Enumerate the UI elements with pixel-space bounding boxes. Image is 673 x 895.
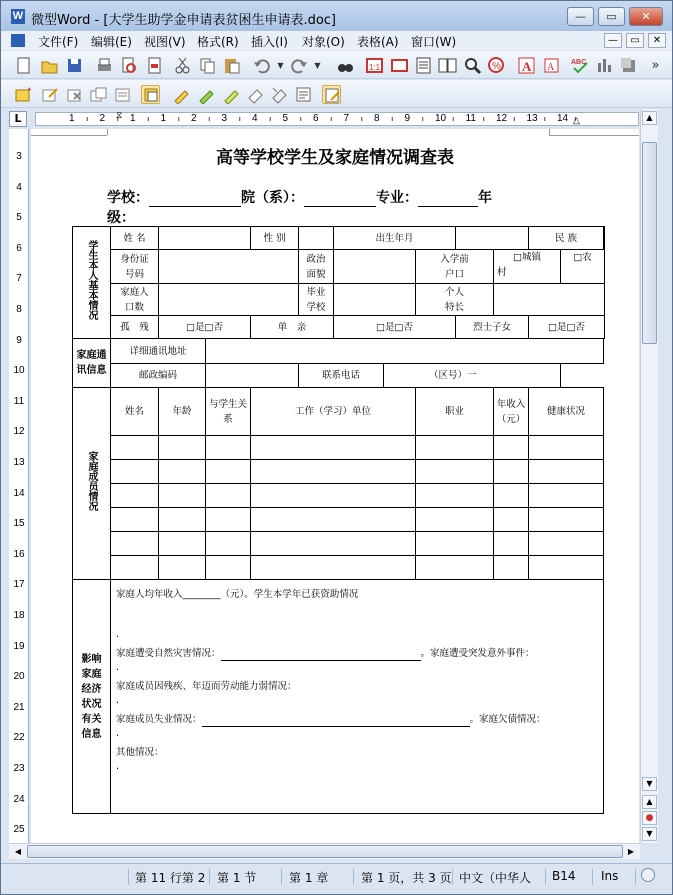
- family-member-row: [73, 508, 605, 532]
- bullet: .: [116, 728, 120, 739]
- ruler-number: 7: [343, 113, 350, 124]
- graduate-school-label: 毕业 学校: [299, 284, 334, 316]
- major-label: 专业：: [376, 190, 418, 206]
- menu-format[interactable]: 格式(R): [197, 35, 239, 49]
- hukou-rural-option[interactable]: □农: [561, 250, 605, 284]
- family-member-row: [73, 460, 605, 484]
- unemployment-line: 家庭成员失业情况： 。家庭欠债情况：: [116, 714, 546, 725]
- orphan-label: 孤 残: [111, 316, 159, 339]
- ruler-number: 7: [16, 273, 22, 285]
- status-pages: 第 1 页，共 3 页: [358, 869, 453, 885]
- redo-icon[interactable]: [290, 56, 309, 75]
- politics-value[interactable]: [334, 250, 416, 284]
- menu-table[interactable]: 表格(A): [357, 35, 399, 49]
- ruler-number: 8: [16, 304, 22, 315]
- clear-marks-icon[interactable]: [270, 85, 289, 104]
- left-indent-marker[interactable]: ⧖: [116, 110, 123, 120]
- object-select-icon[interactable]: [141, 85, 160, 104]
- right-indent-marker[interactable]: △: [573, 115, 580, 125]
- family-member-row: [73, 484, 605, 508]
- ruler-number: 15: [13, 518, 25, 530]
- ruler-number: 16: [13, 548, 25, 560]
- contact-side-label: 家庭通讯信息: [73, 339, 111, 388]
- menu-window[interactable]: 窗口(W): [411, 35, 457, 49]
- ruler-number: 13: [13, 457, 25, 468]
- col-occupation: 职业: [416, 388, 494, 436]
- ruler-number: 3: [16, 151, 22, 162]
- scroll-up-arrow-icon[interactable]: ▲: [642, 111, 657, 125]
- ruler-number: 2: [99, 113, 106, 124]
- eraser-icon[interactable]: [246, 85, 265, 104]
- mark-pen-icon[interactable]: [197, 85, 216, 104]
- ruler-number: 10: [13, 365, 25, 377]
- ethnic-label: 民 族: [529, 227, 604, 250]
- orphan-choice[interactable]: □是□否: [159, 316, 251, 339]
- insert-object-icon[interactable]: [14, 85, 33, 104]
- next-page-icon[interactable]: ▼: [642, 827, 657, 841]
- major-blank[interactable]: [418, 206, 478, 207]
- document-page[interactable]: [31, 129, 639, 843]
- status-position: 第 11 行第 2: [132, 869, 210, 885]
- menu-file[interactable]: 文件(F): [38, 35, 79, 49]
- ruler-number: 5: [16, 212, 22, 224]
- tab-stop-selector[interactable]: L: [9, 111, 27, 127]
- title-bar: [1, 1, 672, 31]
- ruler-number: 25: [13, 824, 25, 836]
- zoom-icon[interactable]: [463, 56, 482, 75]
- family-members-side-label: 家庭成员情况: [73, 388, 111, 580]
- unemployment-blank[interactable]: [202, 726, 470, 727]
- scroll-right-arrow-icon[interactable]: ▶: [627, 847, 635, 856]
- ruler-ticks: [36, 113, 638, 125]
- hukou-label: 入学前 户口: [416, 250, 494, 284]
- id-label: 身份证 号码: [111, 250, 159, 284]
- id-value[interactable]: [159, 250, 299, 284]
- economic-info-cell[interactable]: [111, 580, 604, 814]
- ruler-row: [1, 109, 672, 129]
- cut-icon[interactable]: [173, 56, 192, 75]
- contact-row-1: [73, 339, 605, 364]
- pdf-icon[interactable]: [145, 56, 164, 75]
- svg-text:A: A: [522, 59, 532, 74]
- basic-row-4: [73, 316, 605, 339]
- status-insert-mode[interactable]: Ins: [598, 869, 636, 885]
- family-count-label: 家庭人 口数: [111, 284, 159, 316]
- svg-text:ABC: ABC: [571, 59, 587, 66]
- note-icon[interactable]: [294, 85, 313, 104]
- single-parent-label: 单 亲: [251, 316, 334, 339]
- page-width-icon[interactable]: [390, 56, 409, 75]
- ruler-number: 9: [16, 334, 22, 346]
- delete-object-icon[interactable]: [65, 85, 84, 104]
- menu-edit[interactable]: 编辑(E): [91, 35, 132, 49]
- find-binoculars-icon[interactable]: [336, 56, 355, 75]
- paste-icon[interactable]: [222, 56, 241, 75]
- ruler-number: 17: [13, 579, 25, 591]
- browse-object-icon[interactable]: ●: [642, 811, 657, 825]
- doc-minimize-button[interactable]: —: [604, 33, 622, 48]
- edit-object-icon[interactable]: [40, 85, 59, 104]
- status-section: 第 1 节: [214, 869, 282, 885]
- single-parent-choice[interactable]: □是□否: [334, 316, 456, 339]
- ruler-number: 6: [16, 242, 22, 254]
- contact-row-2: [73, 364, 605, 388]
- horizontal-scrollbar[interactable]: [9, 843, 640, 859]
- dept-label: 院（系）：: [241, 190, 304, 206]
- ruler-number: 21: [13, 701, 25, 713]
- vertical-ruler[interactable]: [9, 129, 29, 843]
- ruler-number: 2: [191, 113, 197, 124]
- drawing-toolbar: [1, 80, 672, 108]
- postcode-label: 邮政编码: [111, 364, 206, 388]
- status-blank: [15, 869, 129, 885]
- survey-form-table: [72, 226, 605, 814]
- ruler-number: 19: [13, 640, 25, 652]
- ruler-number: 1: [130, 113, 136, 124]
- martyr-label: 烈士子女: [456, 316, 529, 339]
- birth-label: 出生年月: [334, 227, 456, 250]
- copy-object-icon[interactable]: [89, 85, 108, 104]
- app-icon[interactable]: W: [12, 10, 24, 22]
- ruler-number: 4: [252, 113, 258, 124]
- open-folder-icon[interactable]: [40, 56, 59, 75]
- ruler-number: 14: [13, 487, 25, 499]
- scroll-down-arrow-icon[interactable]: ▼: [642, 777, 657, 791]
- phone-label: 联系电话: [299, 364, 384, 388]
- gender-label: 性 别: [251, 227, 299, 250]
- gender-value[interactable]: [299, 227, 334, 250]
- family-header-row: [73, 388, 605, 436]
- new-document-icon[interactable]: [14, 56, 33, 75]
- postcode-value[interactable]: [206, 364, 299, 388]
- ruler-number: 5: [282, 113, 289, 124]
- status-indicator-icon[interactable]: [641, 868, 655, 882]
- basic-info-side-label: 学生本人基本情况: [73, 227, 111, 339]
- font-color-icon[interactable]: [517, 56, 536, 75]
- col-name: 姓名: [111, 388, 159, 436]
- previous-page-icon[interactable]: ▲: [642, 795, 657, 809]
- school-label: 学校：: [107, 190, 149, 206]
- scroll-left-arrow-icon[interactable]: ◀: [14, 847, 22, 856]
- basic-row-3: [73, 284, 605, 316]
- ruler-number: 20: [13, 671, 25, 683]
- grade-line: [107, 207, 291, 227]
- menu-object[interactable]: 对象(O): [302, 35, 345, 49]
- bullet: .: [116, 629, 120, 640]
- col-health: 健康状况: [529, 388, 604, 436]
- grade-label: 级：: [107, 210, 135, 226]
- horizontal-scroll-thumb[interactable]: [27, 845, 623, 858]
- margin-mark: [549, 135, 639, 136]
- family-member-row: [73, 436, 605, 460]
- ruler-number: 1: [69, 113, 75, 124]
- school-line: [107, 187, 492, 207]
- menu-bar: [1, 31, 672, 50]
- undo-dropdown-icon[interactable]: ▼: [277, 61, 284, 70]
- ruler-number: 12: [13, 426, 25, 438]
- ruler-number: 11: [13, 395, 25, 407]
- economic-info-row: [73, 580, 605, 814]
- ruler-number: 11: [465, 113, 476, 124]
- two-pages-icon[interactable]: [438, 56, 457, 75]
- redo-dropdown-icon[interactable]: ▼: [314, 61, 321, 70]
- martyr-choice[interactable]: □是□否: [529, 316, 605, 339]
- standard-toolbar: [1, 51, 672, 79]
- restore-button[interactable]: ▭: [598, 7, 625, 26]
- print-preview-icon[interactable]: [119, 56, 138, 75]
- style-icon[interactable]: [619, 56, 638, 75]
- ruler-number: 14: [557, 113, 569, 124]
- bullet: .: [116, 662, 120, 673]
- ruler-number: 3: [221, 113, 228, 124]
- ethnic-value[interactable]: [604, 227, 605, 250]
- doc-close-button[interactable]: ✕: [648, 33, 666, 48]
- talent-value[interactable]: [494, 284, 605, 316]
- menu-insert[interactable]: 插入(I): [251, 35, 288, 49]
- save-icon[interactable]: [65, 56, 84, 75]
- birth-value[interactable]: [456, 227, 529, 250]
- scroll-thumb[interactable]: [642, 142, 657, 344]
- col-income: 年收入（元）: [494, 388, 529, 436]
- doc-restore-button[interactable]: ▭: [626, 33, 644, 48]
- undo-icon[interactable]: [252, 56, 271, 75]
- family-member-row: [73, 532, 605, 556]
- status-language[interactable]: 中文（中华人: [456, 869, 546, 885]
- year-label: 年: [478, 190, 492, 206]
- ruler-number: 8: [374, 113, 380, 124]
- ruler-number: 23: [13, 763, 25, 774]
- toolbar-overflow-icon[interactable]: »: [651, 58, 660, 73]
- columns-icon[interactable]: [595, 56, 614, 75]
- ruler-number: 10: [435, 113, 447, 124]
- object-properties-icon[interactable]: [113, 85, 132, 104]
- talent-label: 个人 特长: [416, 284, 494, 316]
- hukou-urban-option[interactable]: □城镇 村: [494, 250, 561, 284]
- family-member-row: [73, 556, 605, 580]
- window-title: 微型Word - [大学生助学金申请表贫困生申请表.doc]: [31, 13, 336, 28]
- doc-icon[interactable]: [11, 34, 25, 47]
- name-value[interactable]: [159, 227, 251, 250]
- text-box-icon[interactable]: [542, 56, 561, 75]
- politics-label: 政治 面貌: [299, 250, 334, 284]
- economic-side-label: 影响家庭经济状况有关信息: [73, 580, 111, 814]
- ruler-number: 22: [13, 732, 25, 744]
- ruler-number: 1: [160, 113, 167, 124]
- close-button[interactable]: ✕: [629, 7, 663, 26]
- document-title: 高等学校学生及家庭情况调查表: [216, 148, 454, 168]
- status-bar: [1, 863, 672, 894]
- svg-text:%: %: [492, 61, 501, 72]
- family-count-value[interactable]: [159, 284, 299, 316]
- highlight-pen-icon[interactable]: [172, 85, 191, 104]
- margin-mark: [31, 135, 107, 136]
- svg-text:1:1: 1:1: [369, 63, 381, 72]
- zoom-actual-icon[interactable]: [365, 56, 384, 75]
- ruler-number: 18: [13, 610, 25, 621]
- status-chapter: 第 1 章: [286, 869, 354, 885]
- ruler-number: 12: [496, 113, 508, 124]
- disaster-blank[interactable]: [221, 660, 421, 661]
- ruler-number: 6: [313, 113, 319, 124]
- basic-row-1: [73, 227, 605, 250]
- zoom-percent-icon[interactable]: [487, 56, 506, 75]
- col-workplace: 工作（学习）单位: [251, 388, 416, 436]
- col-age: 年龄: [159, 388, 206, 436]
- menu-view[interactable]: 视图(V): [144, 35, 186, 49]
- ruler-number: 9: [404, 113, 411, 124]
- bullet: .: [116, 761, 120, 772]
- spell-check-icon[interactable]: [571, 56, 590, 75]
- other-line: 其他情况：: [116, 747, 164, 758]
- name-label: 姓 名: [111, 227, 159, 250]
- disaster-line: 家庭遭受自然灾害情况： 。家庭遭受突发意外事件：: [116, 648, 535, 659]
- svg-text:A: A: [547, 62, 555, 73]
- graduate-school-value[interactable]: [334, 284, 416, 316]
- vertical-scrollbar[interactable]: [640, 109, 658, 843]
- address-label: 详细通讯地址: [111, 339, 206, 364]
- ruler-number: 13: [526, 113, 538, 124]
- basic-row-2: [73, 250, 605, 284]
- copy-icon[interactable]: [198, 56, 217, 75]
- phone-value[interactable]: （区号）一: [384, 364, 561, 388]
- bullet: .: [116, 695, 120, 706]
- ruler-number: 24: [13, 793, 25, 805]
- dept-blank[interactable]: [304, 206, 376, 207]
- minimize-button[interactable]: —: [567, 7, 594, 26]
- margin-mark: [107, 129, 108, 135]
- annotation-mode-icon[interactable]: [322, 85, 341, 104]
- col-relation: 与学生关系: [206, 388, 251, 436]
- horizontal-ruler[interactable]: [35, 112, 639, 126]
- income-line: 家庭人均年收入________（元）。学生本学年已获资助情况: [116, 589, 359, 600]
- marker-pen-icon[interactable]: [222, 85, 241, 104]
- ruler-number: 4: [16, 181, 22, 193]
- disability-line: 家庭成员因残疾、年迈而劳动能力弱情况：: [116, 681, 297, 692]
- status-column: B14: [549, 869, 593, 885]
- address-value[interactable]: [206, 339, 604, 364]
- whole-page-icon[interactable]: [414, 56, 433, 75]
- print-icon[interactable]: [95, 56, 114, 75]
